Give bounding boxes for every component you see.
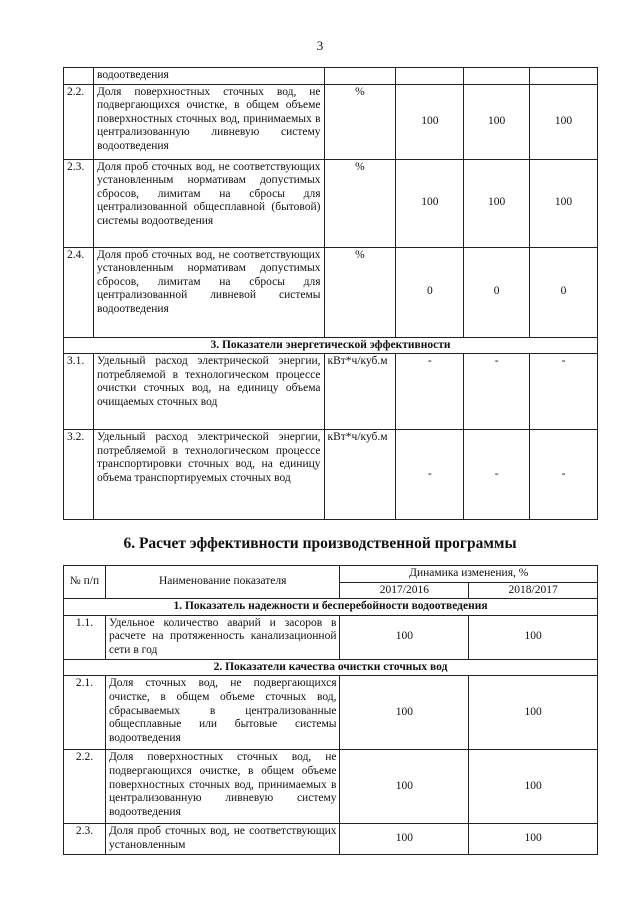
page-number: 3 bbox=[316, 38, 324, 53]
section-title: 1. Показатель надежности и бесперебойности водоотведения bbox=[64, 599, 598, 616]
row-number: 1.1. bbox=[64, 615, 106, 659]
unit-cell: кВт*ч/куб.м bbox=[324, 354, 396, 430]
indicator-name: Удельный расход электрической энергии, потребляемой в технологическом процессе транспортировки сточных вод, на единицу объема транспортируемых сточных вод bbox=[93, 430, 324, 520]
value-cell: 100 bbox=[469, 824, 598, 854]
section-title: 3. Показатели энергетической эффективности bbox=[64, 337, 598, 354]
value-cell: - bbox=[464, 354, 530, 430]
row-number: 2.2. bbox=[64, 84, 94, 159]
value-cell: 0 bbox=[396, 247, 464, 337]
value-cell: 100 bbox=[469, 676, 598, 750]
indicator-name: Доля проб сточных вод, не соответствующих установленным bbox=[105, 824, 340, 854]
indicator-name: Удельное количество аварий и засоров в расчете на протяженность канализационной сети в год bbox=[105, 615, 340, 659]
row-number bbox=[64, 68, 94, 85]
table-row bbox=[64, 824, 598, 854]
col-header-dynamics: Динамика изменения, % bbox=[340, 566, 598, 583]
section-header-row bbox=[64, 659, 598, 676]
section-header-row bbox=[64, 599, 598, 616]
value-cell: 100 bbox=[530, 159, 598, 247]
table-row bbox=[64, 159, 598, 247]
value-cell: 100 bbox=[340, 615, 469, 659]
header-row bbox=[64, 566, 598, 583]
row-number: 2.1. bbox=[64, 676, 106, 750]
value-cell: 0 bbox=[530, 247, 598, 337]
value-cell: 100 bbox=[530, 84, 598, 159]
table-row bbox=[64, 750, 598, 824]
unit-cell: % bbox=[324, 159, 396, 247]
value-cell: - bbox=[530, 430, 598, 520]
indicator-name: Доля поверхностных сточных вод, не подвергающихся очистке, в общем объеме поверхностных сточных вод, принимаемых в централизованную ливневую систему водоотведения bbox=[93, 84, 324, 159]
unit-cell: кВт*ч/куб.м bbox=[324, 430, 396, 520]
value-cell: 100 bbox=[396, 84, 464, 159]
section-header-row bbox=[64, 337, 598, 354]
indicator-name: Доля проб сточных вод, не соответствующих установленным нормативам допустимых сбросов, лимитам на сбросы для централизованной ливневой системы водоотведения bbox=[93, 247, 324, 337]
indicator-name: Удельный расход электрической энергии, потребляемой в технологическом процессе очистки сточных вод, на единицу объема очищаемых сточных вод bbox=[93, 354, 324, 430]
unit-cell bbox=[324, 68, 396, 85]
col-header-year-2: 2018/2017 bbox=[469, 582, 598, 599]
value-cell: 100 bbox=[469, 615, 598, 659]
section-heading: 6. Расчет эффективности производственной программы bbox=[123, 535, 517, 552]
indicators-table-continued bbox=[63, 67, 598, 520]
table-row bbox=[64, 430, 598, 520]
value-cell: - bbox=[396, 354, 464, 430]
col-header-year-1: 2017/2016 bbox=[340, 582, 469, 599]
table-row bbox=[64, 615, 598, 659]
unit-cell: % bbox=[324, 247, 396, 337]
row-number: 3.1. bbox=[64, 354, 94, 430]
table-row bbox=[64, 354, 598, 430]
value-cell bbox=[530, 68, 598, 85]
unit-cell: % bbox=[324, 84, 396, 159]
value-cell: 100 bbox=[340, 824, 469, 854]
value-cell: 100 bbox=[396, 159, 464, 247]
value-cell: 100 bbox=[464, 159, 530, 247]
row-number: 2.3. bbox=[64, 159, 94, 247]
table-row bbox=[64, 676, 598, 750]
col-header-number: № п/п bbox=[64, 566, 106, 599]
col-header-name: Наименование показателя bbox=[105, 566, 340, 599]
value-cell bbox=[464, 68, 530, 85]
value-cell: 100 bbox=[464, 84, 530, 159]
value-cell: 100 bbox=[469, 750, 598, 824]
indicator-name: Доля проб сточных вод, не соответствующих установленным нормативам допустимых сбросов, лимитам на сбросы для централизованной общесплавной (бытовой) системы водоотведения bbox=[93, 159, 324, 247]
value-cell: 100 bbox=[340, 750, 469, 824]
value-cell: - bbox=[396, 430, 464, 520]
efficiency-table bbox=[63, 565, 598, 855]
indicator-name: водоотведения bbox=[93, 68, 324, 85]
value-cell: - bbox=[464, 430, 530, 520]
table-row bbox=[64, 247, 598, 337]
value-cell: - bbox=[530, 354, 598, 430]
row-number: 2.2. bbox=[64, 750, 106, 824]
table-row bbox=[64, 84, 598, 159]
indicator-name: Доля поверхностных сточных вод, не подвергающихся очистке, в общем объеме поверхностных сточных вод, принимаемых в централизованную ливневую систему водоотведения bbox=[105, 750, 340, 824]
row-number: 2.3. bbox=[64, 824, 106, 854]
row-number: 3.2. bbox=[64, 430, 94, 520]
row-number: 2.4. bbox=[64, 247, 94, 337]
value-cell: 0 bbox=[464, 247, 530, 337]
table-row bbox=[64, 68, 598, 85]
value-cell: 100 bbox=[340, 676, 469, 750]
indicator-name: Доля сточных вод, не подвергающихся очистке, в общем объеме сточных вод, сбрасываемых в централизованные общесплавные или бытовые системы водоотведения bbox=[105, 676, 340, 750]
section-title: 2. Показатели качества очистки сточных вод bbox=[64, 659, 598, 676]
value-cell bbox=[396, 68, 464, 85]
